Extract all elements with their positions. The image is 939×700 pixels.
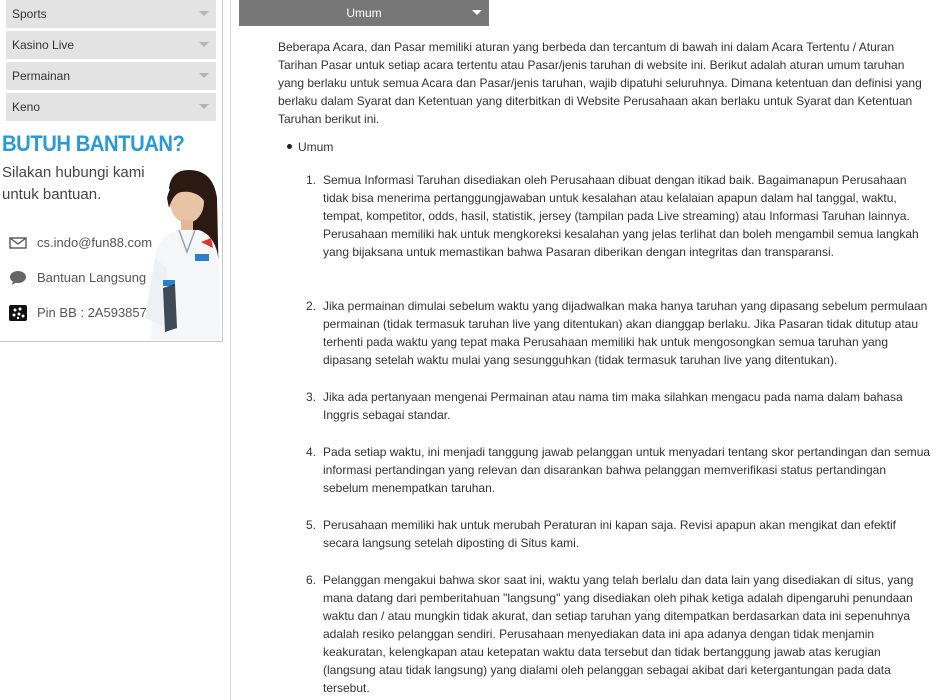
rule-item [306, 171, 932, 261]
nav-item-permainan[interactable] [6, 62, 216, 90]
rule-number: 6. [306, 573, 317, 587]
help-title: BUTUH BANTUAN? [2, 131, 185, 156]
section-bullet [287, 139, 333, 155]
rule-text: Semua Informasi Taruhan disediakan oleh Perusahaan dibuat dengan itikad baik. Bagaimanapun Perusahaan tidak bisa menerima pertanggungjawaban untuk kesalahan atau kelalaian apapun dalam hal tanggal, waktu, tempat, kompetitor, odds, hasil, statistik, jersey (tampilan pada Live streaming) atau Informasi Taruhan lainnya. Perusahaan memiliki hak untuk mengkoreksi kesalahan yang jelas terlihat dan boleh mengambil semua langkah yang bijaksana untuk memastikan bahwa Pasaran diberikan dengan integritas dan transparansi. [323, 173, 919, 259]
category-dropdown[interactable] [239, 0, 489, 26]
rule-text: Perusahaan memiliki hak untuk merubah Peraturan ini kapan saja. Revisi apapun akan mengikat dan efektif secara langsung setelah diposting di Situs kami. [323, 518, 896, 550]
bullet-icon [287, 144, 292, 149]
nav-item-kasino-live[interactable] [6, 31, 216, 59]
contact-live-chat-text: Bantuan Langsung [37, 270, 147, 285]
category-dropdown-label: Umum [346, 6, 382, 20]
chevron-down-icon [472, 10, 482, 15]
contact-bbm-pin-text: Pin BB : 2A593857 [37, 305, 147, 320]
rule-item [306, 297, 932, 369]
section-bullet-label: Umum [298, 140, 334, 154]
help-subtitle: Silakan hubungi kami untuk bantuan. [2, 164, 145, 203]
nav-item-label: Kasino Live [12, 38, 75, 52]
rule-text: Jika permainan dimulai sebelum waktu yang dijadwalkan maka hanya taruhan yang dipasang sebelum permulaan permainan (tidak termasuk taruhan live yang ditentukan) akan dianggap berlaku. Jika Pasaran tidak ditutup atau terhenti pada waktu yang tepat maka Perusahaan memiliki hak untuk mengosongkan semua taruhan yang dipasang setelah waktu mulai yang sesungguhkan (tidak termasuk taruhan live yang ditentukan). [323, 299, 928, 367]
chevron-down-icon [199, 104, 209, 109]
nav-item-sports[interactable] [6, 0, 216, 28]
rule-item [306, 571, 932, 697]
sidebar [0, 0, 223, 342]
rule-number: 2. [306, 299, 317, 313]
nav-item-label: Keno [12, 100, 41, 114]
support-agent-image [141, 168, 221, 340]
rule-item [306, 443, 932, 497]
rule-text: Jika ada pertanyaan mengenai Permainan atau nama tim maka silahkan mengacu pada nama dalam bahasa Inggris sebagai standar. [323, 390, 903, 422]
rule-item [306, 516, 932, 552]
nav-item-label: Sports [12, 7, 47, 21]
blackberry-icon [9, 305, 27, 321]
contact-email-text: cs.indo@fun88.com [37, 235, 153, 250]
divider [230, 0, 231, 700]
chevron-down-icon [199, 11, 209, 16]
chevron-down-icon [199, 73, 209, 78]
rule-number: 5. [306, 518, 317, 532]
rule-number: 4. [306, 445, 317, 459]
intro-paragraph: Beberapa Acara, dan Pasar memiliki aturan yang berbeda dan tercantum di bawah ini dalam Acara Tertentu / Aturan Tarihan Pasar untuk setiap acara tertentu atau Pasar/jenis taruhan di website ini. Berikut adalah aturan umum taruhan yang berlaku untuk semua Acara dan Pasar/jenis taruhan, wajib dipatuhi seluruhnya. Dimana ketentuan dan definisi yang berlaku dalam Syarat dan Ketentuan yang diterbitkan di Website Perusahaan akan berlaku untuk Syarat dan Ketentuan Taruhan berikut ini. [278, 40, 922, 126]
rule-number: 1. [306, 173, 317, 187]
rule-text: Pelanggan mengakui bahwa skor saat ini, waktu yang telah berlalu dan data lain yang disediakan di situs, yang mana datang dari pemberitahuan "langsung" yang disediakan oleh pihak ketiga adalah dipengaruhi penundaan waktu dan / atau mungkin tidak akurat, dan setiap taruhan yang ditempatkan berdasarkan data ini sepenuhnya adalah resiko pelanggan sendiri. Perusahaan menyediakan data ini apa adanya dengan tidak menjamin keakuratan, kelengkapan atau ketepatan waktu data tersebut dan tidak bertanggung jawab atas kerugian (langsung atau tidak langsung) yang dialami oleh pelanggan sebagai akibat dari ketergantungan pada data tersebut. [323, 573, 914, 695]
rule-item [306, 388, 932, 424]
rule-number: 3. [306, 390, 317, 404]
chevron-down-icon [199, 42, 209, 47]
nav-item-keno[interactable] [6, 93, 216, 121]
nav-item-label: Permainan [12, 69, 71, 83]
rule-text: Pada setiap waktu, ini menjadi tanggung jawab pelanggan untuk menyadari tentang skor pertandingan dan semua informasi pertandingan yang relevan dan disarankan bahwa pelanggan memverifikasi status pertandingan sebelum menempatkan taruhan. [323, 445, 931, 495]
chat-icon [9, 270, 27, 286]
mail-icon [9, 235, 27, 251]
